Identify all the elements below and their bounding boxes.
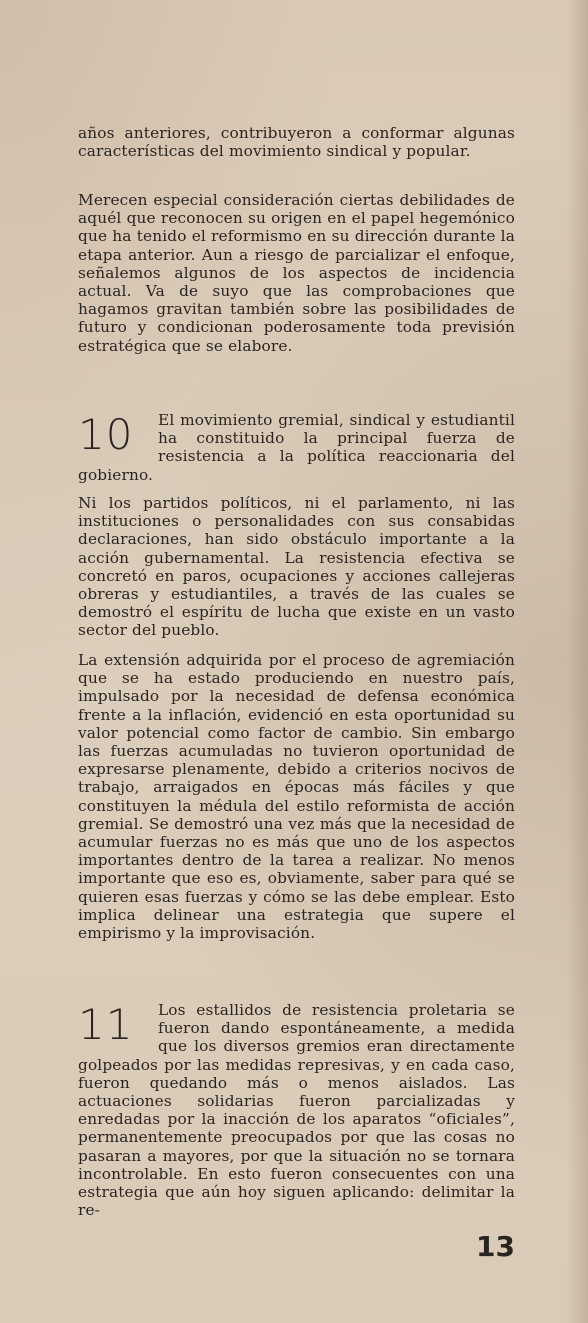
section-11 — [78, 1001, 515, 1219]
paragraph-debilidades: Merecen especial consideración ciertas debilidades de aquél que reconocen su origen en el papel hegemónico que ha tenido el reformismo en su dirección durante la etapa anterior. Aun a riesgo de parcializar el enfoque, señalemos algunos de los aspectos de incidencia actual. Va de suyo que las comprobaciones que hagamos gravitan también sobre las posibilidades de futuro y condicionan poderosamente toda previsión estratégica que se elabore. — [78, 191, 515, 355]
page-edge-shadow — [566, 0, 588, 1323]
section-number-10: 10 — [78, 410, 134, 459]
section-11-text: Los estallidos de resistencia proletaria se fueron dando espontáneamente, a medida que los diversos gremios eran directamente golpeados por las medidas represivas, y en cada caso, fueron quedando más o menos aislados. Las actuaciones solidarias fueron parcializadas y enredadas por la inacción de los aparatos “oficiales”, permanentemente preocupados por que las cosas no pasaran a mayores, por que la situación no se tornara incontrolable. En esto fueron consecuentes con una estrategia que aún hoy siguen aplicando: delimitar la re- — [78, 1001, 515, 1220]
paragraph-agremiacion: La extensión adquirida por el proceso de agremiación que se ha estado produciendo en nuestro país, impulsado por la necesidad de defensa económica frente a la inflación, evidenció en esta oportunidad su valor potencial como factor de cambio. Sin embargo las fuerzas acumuladas no tuvieron oportunidad de expresarse plenamente, debido a criterios nocivos de trabajo, arraigados en épocas más fáciles y que constituyen la médula del estilo reformista de acción gremial. Se demostró una vez más que la necesidad de acumular fuerzas no es más que uno de los aspectos importantes dentro de la tarea a realizar. No menos importante que eso es, obviamente, saber para qué se quieren esas fuerzas y cómo se las debe emplear. Esto implica delinear una estrategia que supere el empirismo y la improvisación. — [78, 651, 515, 943]
section-10 — [78, 411, 515, 484]
paragraph-partidos: Ni los partidos políticos, ni el parlamento, ni las instituciones o personalidades con sus consabidas declaraciones, han sido obstáculo importante a la acción gubernamental. La resistencia efectiva se concretó en paros, ocupaciones y acciones callejeras obreras y estudiantiles, a través de las cuales se demostró el espíritu de lucha que existe en un vasto sector del pueblo. — [78, 494, 515, 640]
section-number-11: 11 — [78, 1000, 134, 1049]
page-number: 13 — [476, 1230, 515, 1263]
intro-paragraph: años anteriores, contribuyeron a conformar algunas características del movimiento sindical y popular. — [78, 124, 515, 161]
section-10-text: El movimiento gremial, sindical y estudiantil ha constituido la principal fuerza de resistencia a la política reaccionaria del gobierno. — [78, 411, 515, 484]
